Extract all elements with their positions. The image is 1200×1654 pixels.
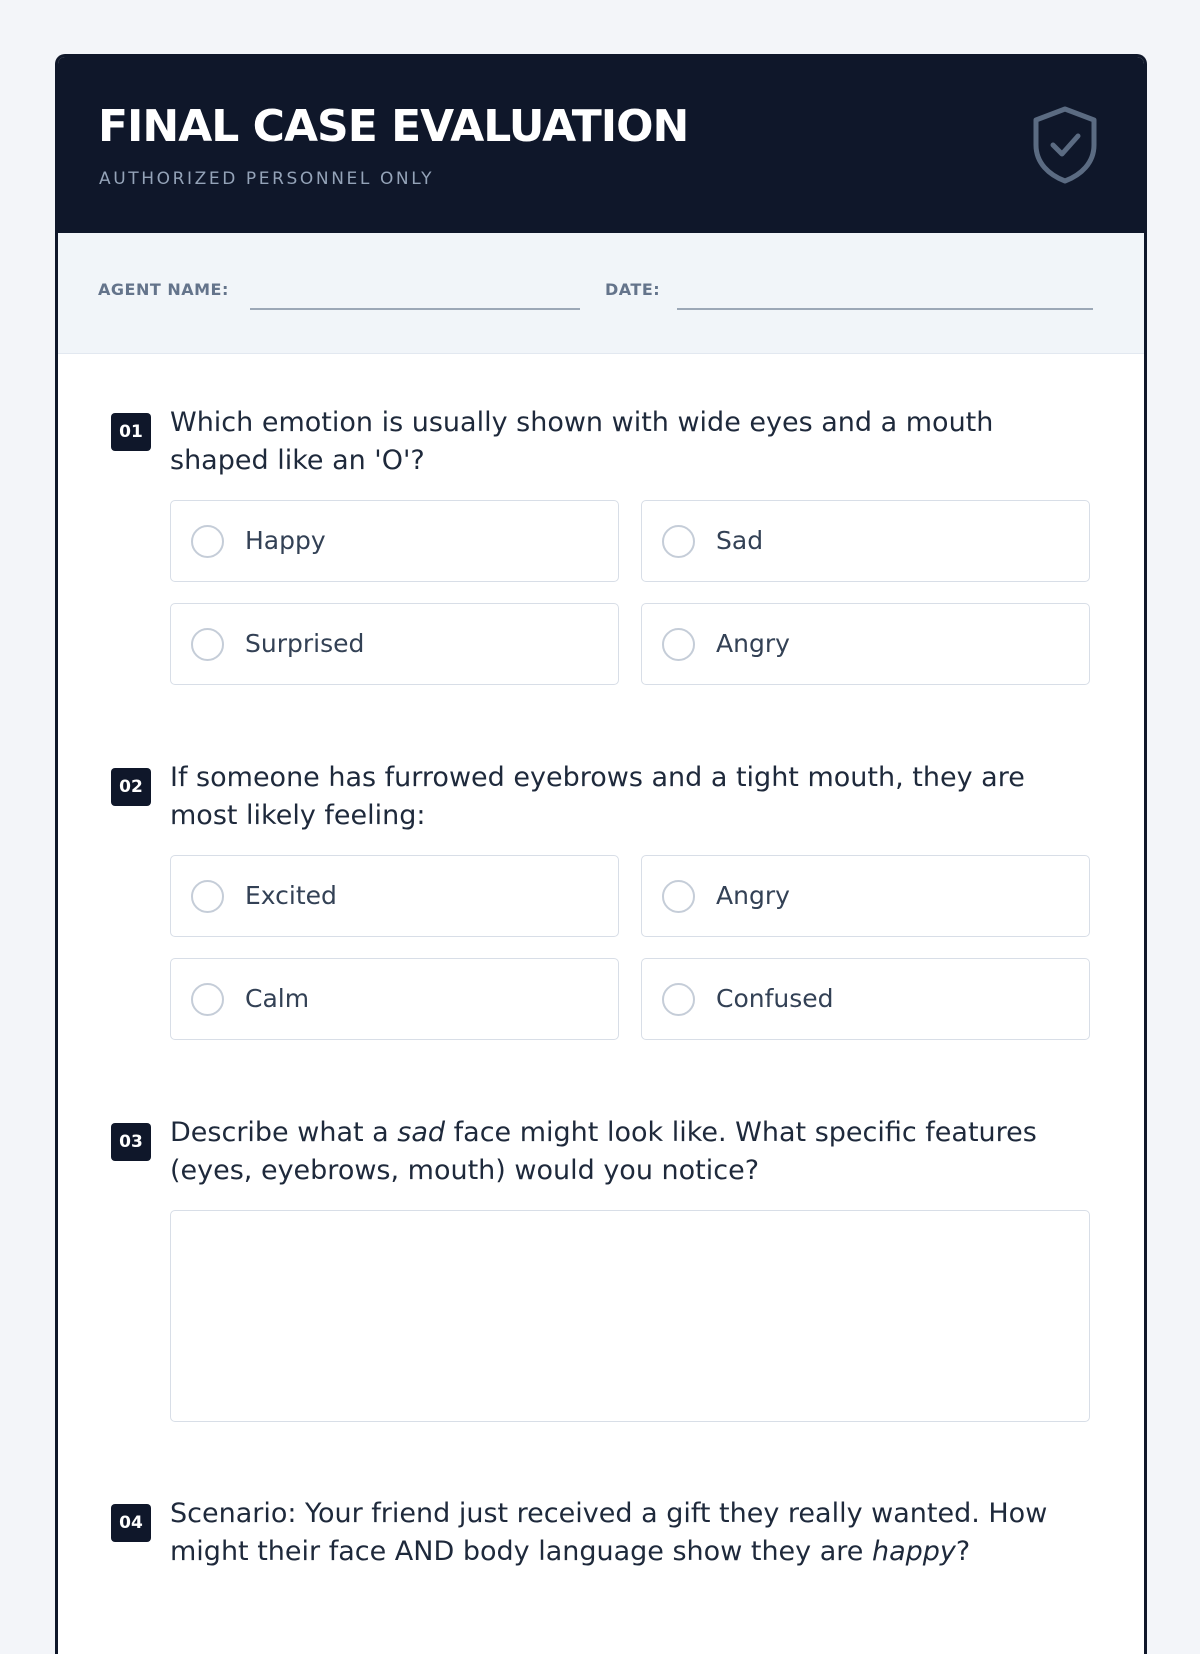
shield-check-icon (1030, 105, 1100, 185)
option-sad[interactable] (641, 500, 1090, 582)
question-text: Which emotion is usually shown with wide eyes and a mouth shaped like an 'O'? (170, 407, 994, 476)
radio-button[interactable] (662, 525, 695, 558)
question-text-end: face might look like. What specific features (eyes, eyebrows, mouth) would you notice? (170, 1117, 1037, 1186)
radio-button[interactable] (191, 983, 224, 1016)
radio-button[interactable] (662, 983, 695, 1016)
radio-button[interactable] (191, 525, 224, 558)
option-calm[interactable] (170, 958, 619, 1040)
question-text: If someone has furrowed eyebrows and a tight mouth, they are most likely feeling: (170, 762, 1025, 831)
agent-name-label: AGENT NAME: (98, 280, 229, 299)
option-angry[interactable] (641, 855, 1090, 937)
answer-textarea[interactable] (170, 1210, 1090, 1422)
question-number-badge: 02 (111, 768, 151, 806)
option-label: Calm (245, 984, 310, 1013)
question-number-badge: 04 (111, 1504, 151, 1542)
radio-button[interactable] (191, 628, 224, 661)
form-subtitle: AUTHORIZED PERSONNEL ONLY (99, 169, 435, 189)
form-header (58, 57, 1144, 233)
date-field[interactable] (677, 308, 1093, 310)
option-label: Sad (716, 526, 764, 555)
question-text (170, 1495, 1075, 1571)
option-label: Angry (716, 881, 790, 910)
agent-info-section (58, 233, 1144, 354)
date-label: DATE: (605, 280, 661, 299)
option-label: Excited (245, 881, 337, 910)
question-number-badge: 01 (111, 413, 151, 451)
option-surprised[interactable] (170, 603, 619, 685)
option-happy[interactable] (170, 500, 619, 582)
question-text-start: Scenario: Your friend just received a gift they really wanted. How might their face AND body language show they are (170, 1498, 1048, 1567)
option-label: Confused (716, 984, 834, 1013)
option-label: Angry (716, 629, 790, 658)
radio-button[interactable] (662, 880, 695, 913)
option-confused[interactable] (641, 958, 1090, 1040)
question-03 (111, 1114, 1091, 1434)
question-01 (111, 404, 1091, 694)
question-number-badge: 03 (111, 1123, 151, 1161)
question-text-end: ? (955, 1536, 971, 1567)
question-text-emphasis: sad (397, 1117, 446, 1148)
form-title: FINAL CASE EVALUATION (98, 101, 689, 152)
question-04 (111, 1495, 1091, 1654)
evaluation-card (55, 54, 1147, 1654)
question-text-emphasis: happy (871, 1536, 956, 1567)
question-02 (111, 759, 1091, 1049)
question-text (170, 1114, 1075, 1190)
option-label: Surprised (245, 629, 365, 658)
radio-button[interactable] (191, 880, 224, 913)
radio-button[interactable] (662, 628, 695, 661)
question-text-start: Describe what a (170, 1117, 398, 1148)
agent-name-field[interactable] (250, 308, 580, 310)
option-excited[interactable] (170, 855, 619, 937)
option-angry[interactable] (641, 603, 1090, 685)
option-label: Happy (245, 526, 326, 555)
